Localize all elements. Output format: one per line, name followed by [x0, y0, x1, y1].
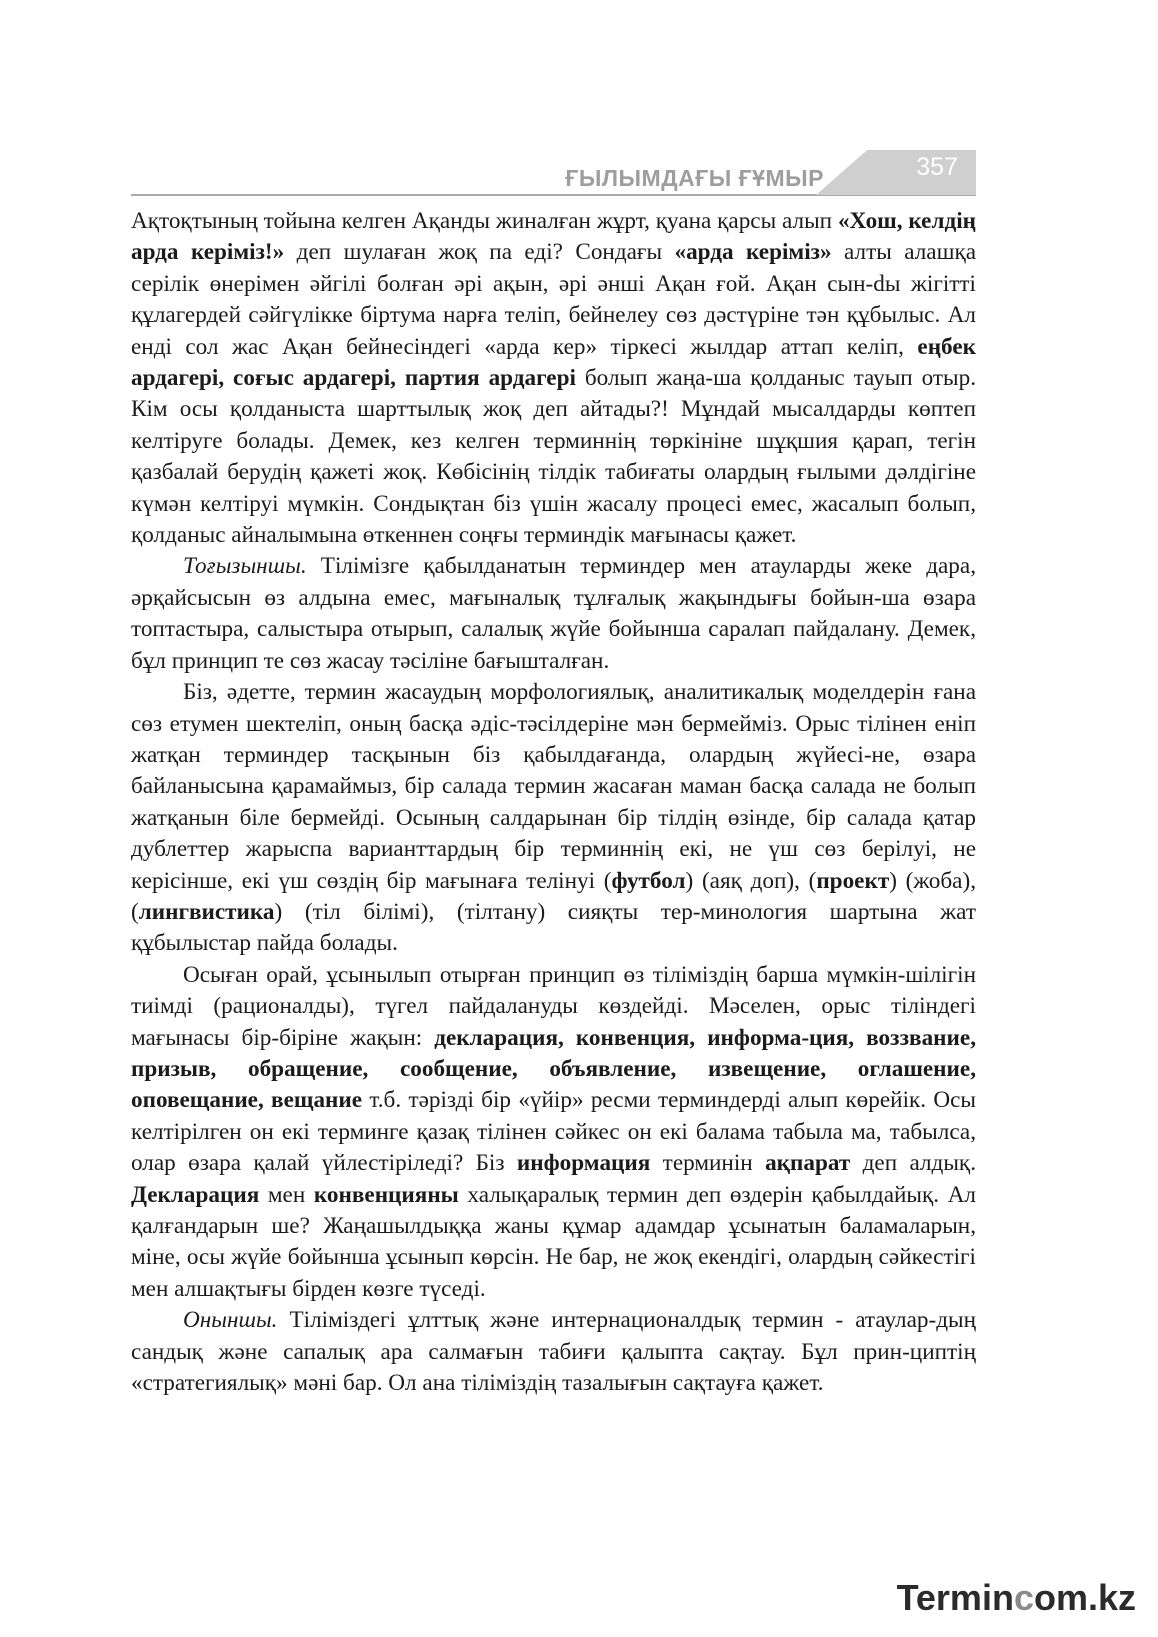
bold-term: лингвистика	[138, 898, 275, 925]
bold-term: «Хош, келдің арда керіміз!»	[131, 208, 976, 266]
bold-term: информация	[516, 1150, 651, 1177]
bold-term: футбол	[611, 867, 686, 894]
bold-term: конвенцияны	[313, 1181, 459, 1208]
italic-heading: Оныншы.	[183, 1307, 278, 1334]
bold-term: «арда керіміз»	[674, 239, 832, 266]
text-run: мен	[259, 1181, 314, 1208]
text-run: Осыған орай, ұсынылып отырған принцип өз тіліміздің барша мүмкін-шілігін тиімді (рационалды), түгел пайдалануды көздейді. Мәселен, орыс тіліндегі мағынасы бір-біріне жақын:	[131, 961, 976, 1051]
text-run: деп шулаған жоқ па еді? Сондағы	[284, 239, 675, 266]
text-run: ) (жоба), (	[131, 867, 976, 925]
text-run: Тілімізге қабылданатын терминдер мен атауларды жеке дара, әрқайсысын өз алдына емес, мағыналық тұлғалық жақындығы бойын-ша өзара топтастыра, салыстыра отырып, салалық жүйе бойынша саралап пайдалану. Демек, бұл принцип те сөз жасау тәсіліне бағышталған.	[131, 553, 976, 674]
text-run: алты алашқа серілік өнерімен әйгілі болған әрі ақын, әрі әнші Ақан ғой. Ақан сын-dы жігітті құлагердей сәйгүлікке біртума нарға теліп, бейнелеу сөз дәстүріне тән құбылыс. Ал енді сол жас Ақан бейнесіндегі «арда кер» тіркесі жылдар аттап келіп,	[131, 239, 976, 360]
paragraph	[131, 1305, 976, 1399]
text-run: халықаралық термин деп өздерін қабылдайық. Ал қалғандарын ше? Жаңашылдыққа жаны құмар адамдар ұсынатын баламаларын, міне, осы жүйе бойынша ұсынып көрсін. Не бар, не жоқ екендігі, олардың сәйкестігі мен алшақтығы бірден көзге түседі.	[131, 1181, 977, 1302]
text-run: болып жаңа-ша қолданыс тауып отыр. Кім осы қолданыста шарттылық жоқ деп айтады?! Мұндай мысалдарды көптеп келтіруге болады. Демек, кез келген терминнің төркініне шұқшия қарап, тегін қазбалай берудің қажеті жоқ. Көбісінің тілдік табиғаты олардың ғылыми дәлдігіне күмән келтіруі мүмкін. Сондықтан біз үшін жасалу процесі емес, жасалып болып, қолданыс айналымына өткеннен соңғы терминдік мағынасы қажет.	[131, 365, 976, 549]
site-watermark	[897, 1577, 1136, 1619]
text-run: ) (тіл білімі), (тілтану) сияқты тер-минология шартына жат құбылыстар пайда болады.	[131, 898, 976, 957]
text-run: ) (аяқ доп), (	[685, 867, 817, 894]
text-run: т.б. тәрізді бір «үйір» ресми терминдерді алып көрейік. Осы келтірілген он екі терминге қазақ тілінен сәйкес он екі балама табыла ма, табылса, олар өзара қалай үйлестіріледі? Біз	[131, 1087, 976, 1177]
paragraph	[131, 206, 976, 551]
watermark-domain: om.kz	[1033, 1577, 1136, 1618]
italic-heading: Тоғызыншы.	[183, 553, 307, 580]
body-text	[131, 206, 976, 1399]
running-header	[131, 150, 976, 196]
text-run: терминін	[650, 1150, 766, 1177]
chapter-title: ҒЫЛЫМДАҒЫ ҒҰМЫР	[565, 165, 824, 191]
paragraph	[131, 960, 976, 1305]
bold-term: Декларация	[131, 1181, 260, 1208]
bold-term: еңбек ардагері, соғыс ардагері, партия ардагері	[131, 333, 976, 392]
text-run: Ақтоқтының тойына келген Ақанды жиналған жұрт, қуана қарсы алып	[131, 208, 838, 234]
magnifier-icon: c	[1013, 1577, 1034, 1618]
paragraph	[131, 677, 976, 960]
bold-term: декларация, конвенция, информа-ция, воззвание, призыв, обращение, сообщение, объявление, извещение, оглашение, оповещание, вещание	[131, 1024, 976, 1114]
paragraph	[131, 551, 976, 677]
page-number: 357	[916, 153, 958, 181]
text-run: Біз, әдетте, термин жасаудың морфологиялық, аналитикалық моделдерін ғана сөз етумен шектеліп, оның басқа әдіс-тәсілдеріне мән бермейміз. Орыс тілінен еніп жатқан терминдер тасқынын біз қабылдағанда, олардың жүйесі-не, өзара байланысына қарамаймыз, бір салада термин жасаған маман басқа салада не болып жатқанын біле бермейді. Осының салдарынан бір тілдің өзінде, бір салада қатар дублеттер жарыспа варианттардың бір терминнің екі, не үш сөз берілуі, не керісінше, екі үш сөздің бір мағынаға телінуі (	[131, 679, 976, 894]
text-run: деп алдық.	[850, 1150, 976, 1177]
bold-term: проект	[816, 867, 890, 894]
text-run: Тіліміздегі ұлттық және интернационалдық термин - атаулар-дың сандық және сапалық ара салмағын табиғи қалыпта сақтау. Бұл прин-циптің «стратегиялық» мәні бар. Ол ана тіліміздің тазалығын сақтауға қажет.	[131, 1307, 976, 1397]
watermark-text: Termin	[896, 1577, 1014, 1618]
bold-term: ақпарат	[765, 1150, 851, 1177]
